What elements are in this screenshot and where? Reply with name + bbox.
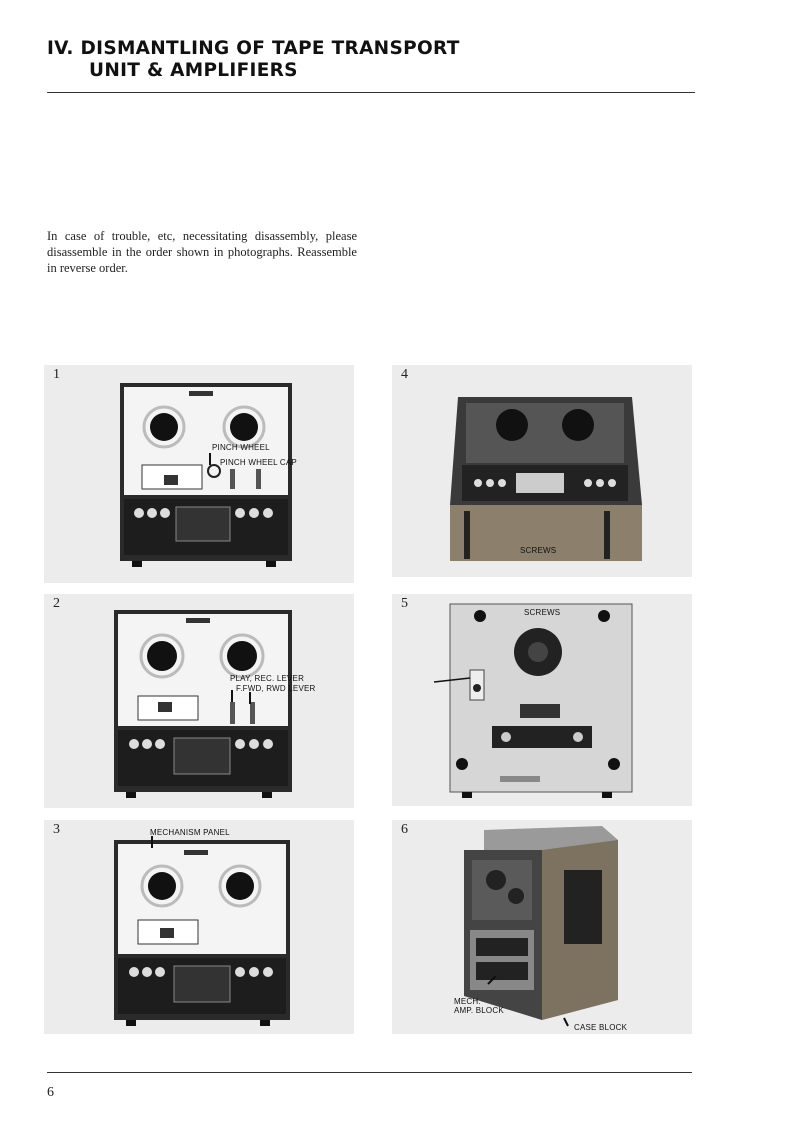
- footer-rule: [47, 1072, 692, 1073]
- tape-deck-disassembled-illustration: [392, 820, 692, 1034]
- photo-4-label-screws: SCREWS: [520, 546, 557, 555]
- section-title: [47, 38, 460, 81]
- photo-1-label-pinch-wheel-cap: PINCH WHEEL CAP: [220, 458, 297, 467]
- photo-2-number: 2: [53, 596, 60, 611]
- photo-6: [392, 820, 692, 1034]
- tape-deck-front-illustration: [44, 820, 354, 1034]
- header-rule: [47, 92, 695, 93]
- photo-4: [392, 365, 692, 577]
- photo-4-number: 4: [401, 367, 408, 382]
- photo-6-number: 6: [401, 822, 408, 837]
- photo-1: [44, 365, 354, 583]
- tape-deck-front-illustration: [44, 365, 354, 583]
- tape-deck-rear-illustration: [392, 594, 692, 806]
- photo-6-label-case-block: CASE BLOCK: [574, 1023, 628, 1032]
- photo-5: [392, 594, 692, 806]
- photo-2-label-ffwd-rwd-lever: F.FWD, RWD LEVER: [236, 684, 316, 693]
- page-number: 6: [47, 1085, 54, 1100]
- photo-2-label-play-rec-lever: PLAY, REC. LEVER: [230, 674, 305, 683]
- photo-6-label-mech: MECH.: [454, 997, 481, 1006]
- photo-3-label-mechanism-panel: MECHANISM PANEL: [150, 828, 230, 837]
- photo-6-label-amp-block: AMP. BLOCK: [454, 1006, 504, 1015]
- photo-3-number: 3: [53, 822, 60, 837]
- photo-1-number: 1: [53, 367, 60, 382]
- title-line-2: UNIT & AMPLIFIERS: [89, 59, 298, 81]
- photo-1-label-pinch-wheel: PINCH WHEEL: [212, 443, 270, 452]
- photo-5-number: 5: [401, 596, 408, 611]
- photo-3: [44, 820, 354, 1034]
- photo-5-label-screws: SCREWS: [524, 608, 561, 617]
- tape-deck-front-illustration: [44, 594, 354, 808]
- intro-paragraph: In case of trouble, etc, necessitating disassembly, please disassemble in the order shown in photographs. Reassemble in reverse order.: [47, 229, 357, 275]
- title-line-1: IV. DISMANTLING OF TAPE TRANSPORT: [47, 38, 460, 59]
- photo-2: [44, 594, 354, 808]
